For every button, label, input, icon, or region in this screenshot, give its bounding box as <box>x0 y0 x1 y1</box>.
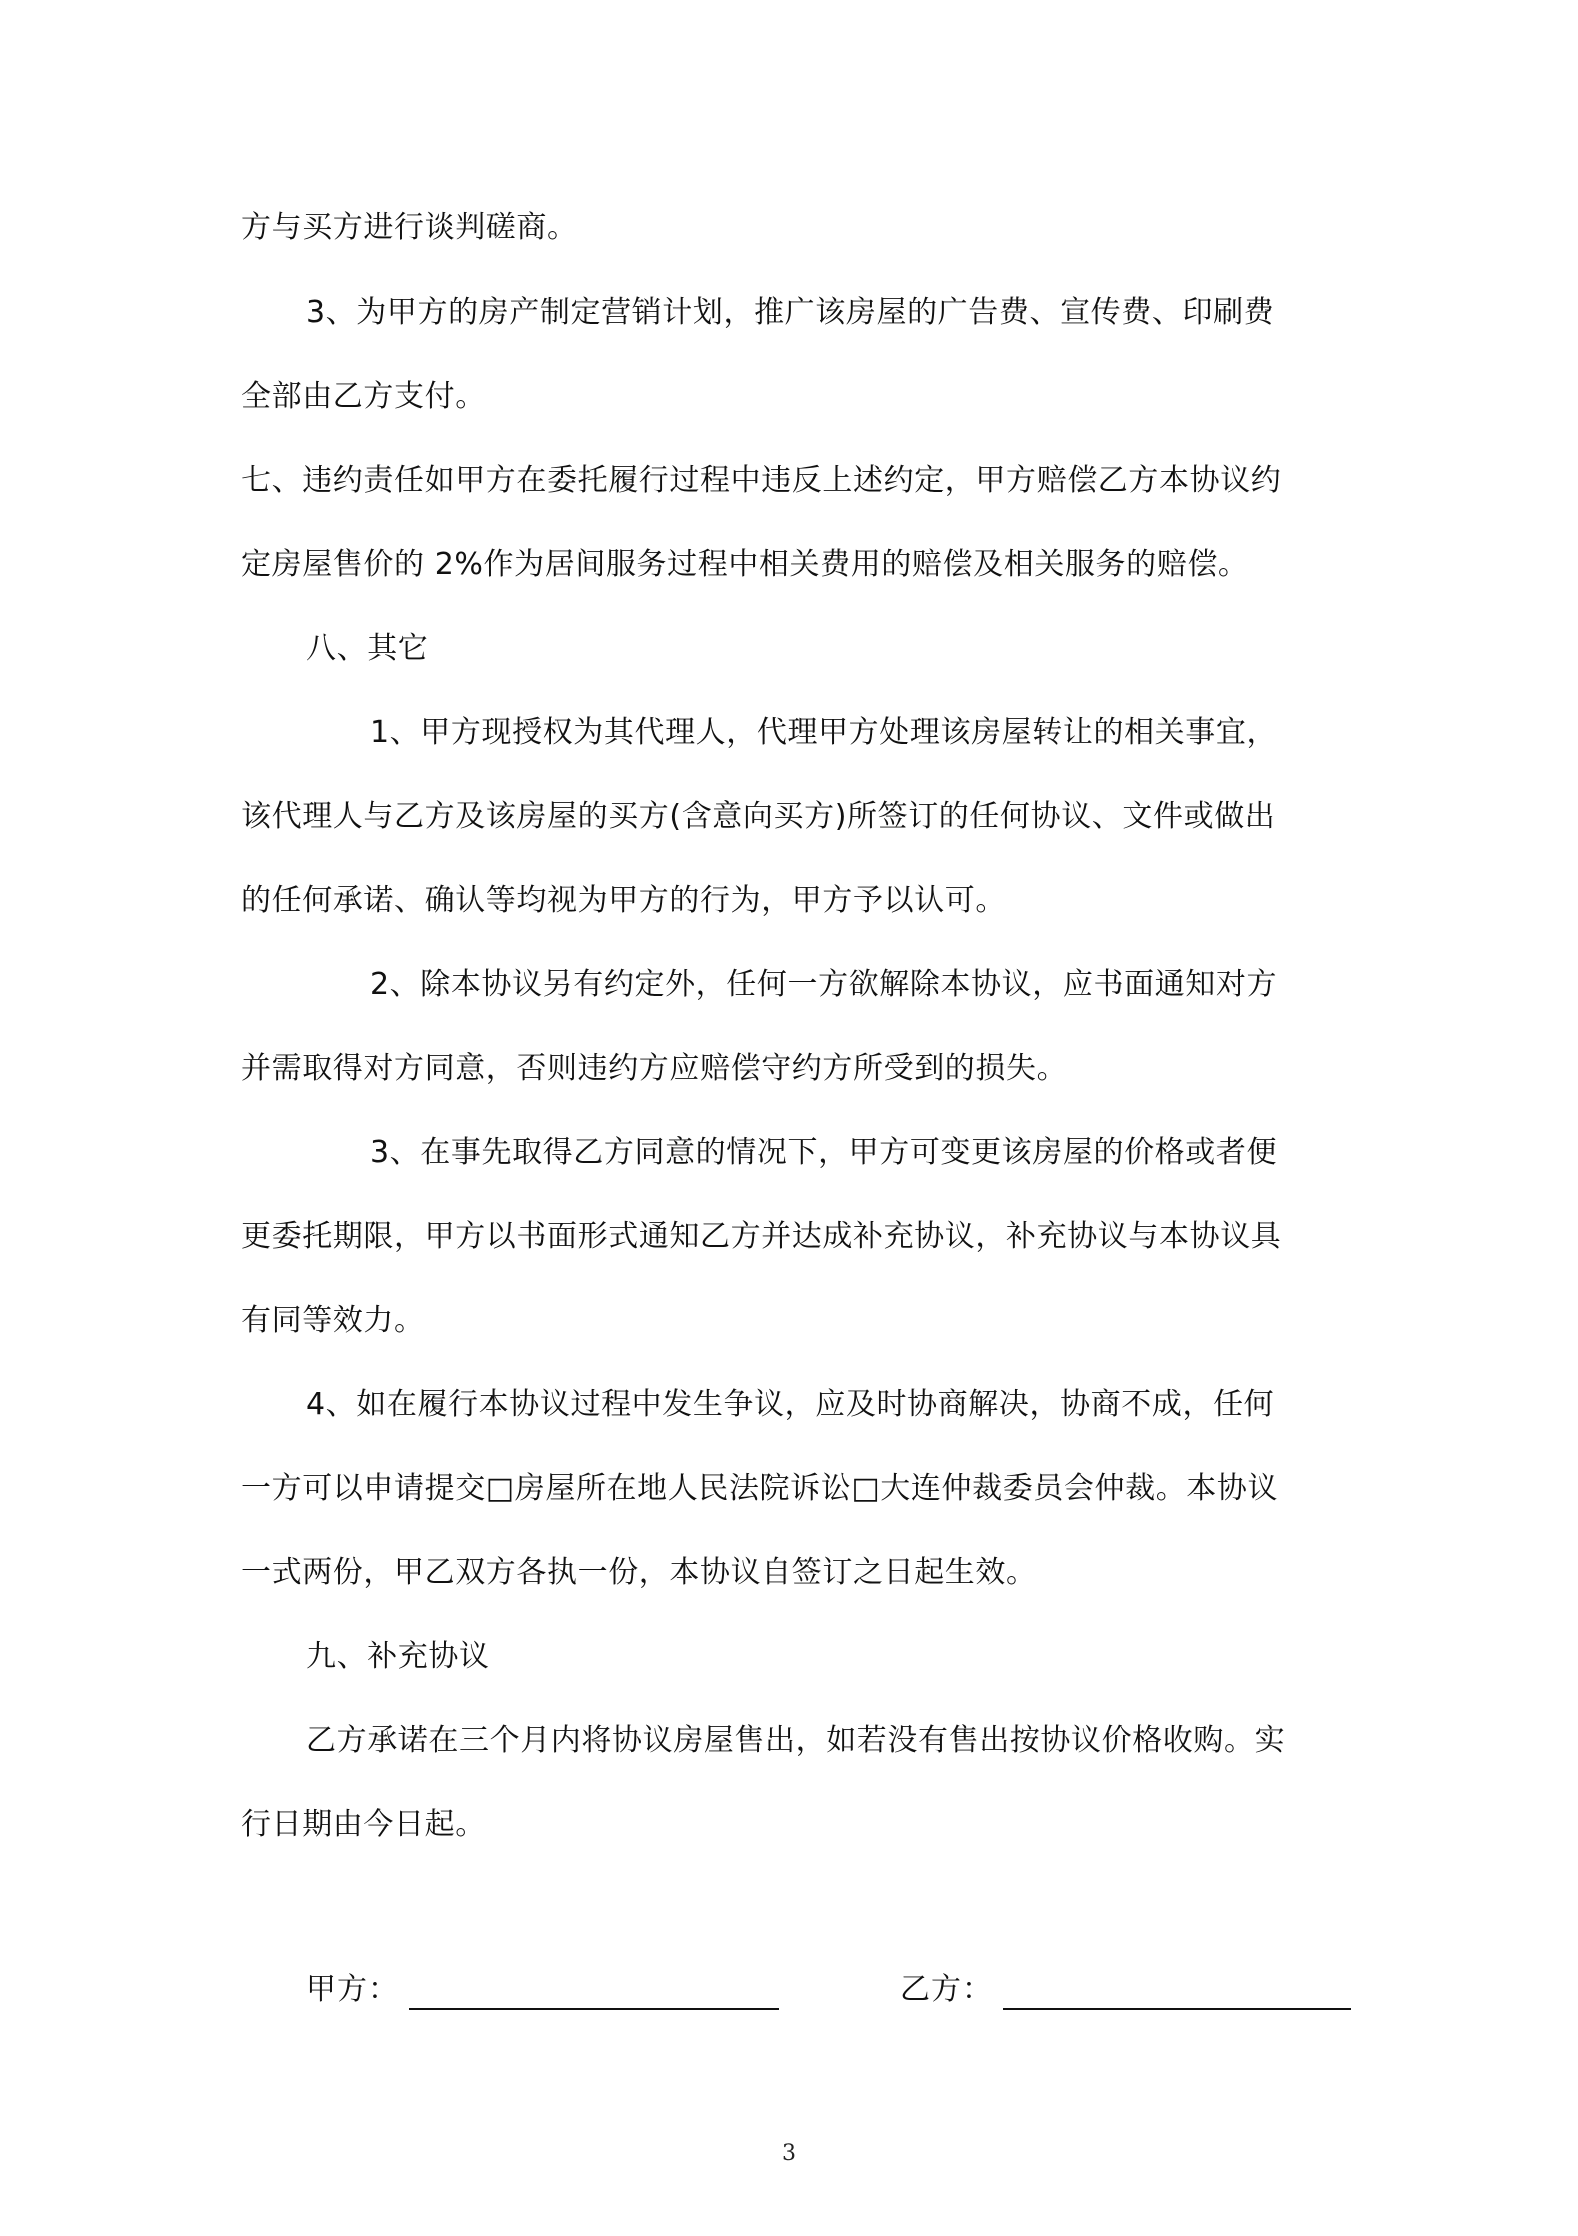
paragraph-line: 2、除本协议另有约定外，任何一方欲解除本协议，应书面通知对方 <box>370 967 1278 1002</box>
signature-party-a <box>306 1966 779 2010</box>
paragraph-line: 七、违约责任如甲方在委托履行过程中违反上述约定，甲方赔偿乙方本协议约 <box>241 463 1282 498</box>
paragraph-line: 有同等效力。 <box>241 1303 425 1338</box>
paragraph-line: 乙方承诺在三个月内将协议房屋售出，如若没有售出按协议价格收购。实 <box>306 1723 1286 1758</box>
paragraph-line: 4、如在履行本协议过程中发生争议，应及时协商解决，协商不成，任何 <box>306 1387 1275 1422</box>
paragraph-line: 3、在事先取得乙方同意的情况下，甲方可变更该房屋的价格或者便 <box>370 1135 1278 1170</box>
party-a-label: 甲方： <box>306 1972 399 2007</box>
party-b-signature-line[interactable] <box>1003 1970 1351 2010</box>
section-heading: 八、其它 <box>306 631 429 666</box>
paragraph-line: 并需取得对方同意，否则违约方应赔偿守约方所受到的损失。 <box>241 1051 1068 1086</box>
paragraph-line: 更委托期限，甲方以书面形式通知乙方并达成补充协议，补充协议与本协议具 <box>241 1219 1282 1254</box>
paragraph-line: 一式两份，甲乙双方各执一份，本协议自签订之日起生效。 <box>241 1555 1037 1590</box>
paragraph-line: 该代理人与乙方及该房屋的买方(含意向买方)所签订的任何协议、文件或做出 <box>241 799 1276 834</box>
paragraph-line: 一方可以申请提交□房屋所在地人民法院诉讼□大连仲裁委员会仲裁。本协议 <box>241 1471 1279 1506</box>
paragraph-line: 行日期由今日起。 <box>241 1807 486 1842</box>
page-number: 3 <box>782 2141 796 2166</box>
party-a-signature-line[interactable] <box>409 1970 779 2010</box>
paragraph-line: 的任何承诺、确认等均视为甲方的行为，甲方予以认可。 <box>241 883 1006 918</box>
section-heading: 九、补充协议 <box>306 1639 490 1674</box>
signature-party-b <box>900 1966 1351 2010</box>
paragraph-line: 1、甲方现授权为其代理人，代理甲方处理该房屋转让的相关事宜， <box>370 715 1278 750</box>
paragraph-line: 全部由乙方支付。 <box>241 379 486 414</box>
paragraph-line: 定房屋售价的 2%作为居间服务过程中相关费用的赔偿及相关服务的赔偿。 <box>241 547 1249 582</box>
party-b-label: 乙方： <box>900 1972 993 2007</box>
paragraph-line: 方与买方进行谈判磋商。 <box>241 210 578 245</box>
paragraph-line: 3、为甲方的房产制定营销计划，推广该房屋的广告费、宣传费、印刷费 <box>306 295 1275 330</box>
